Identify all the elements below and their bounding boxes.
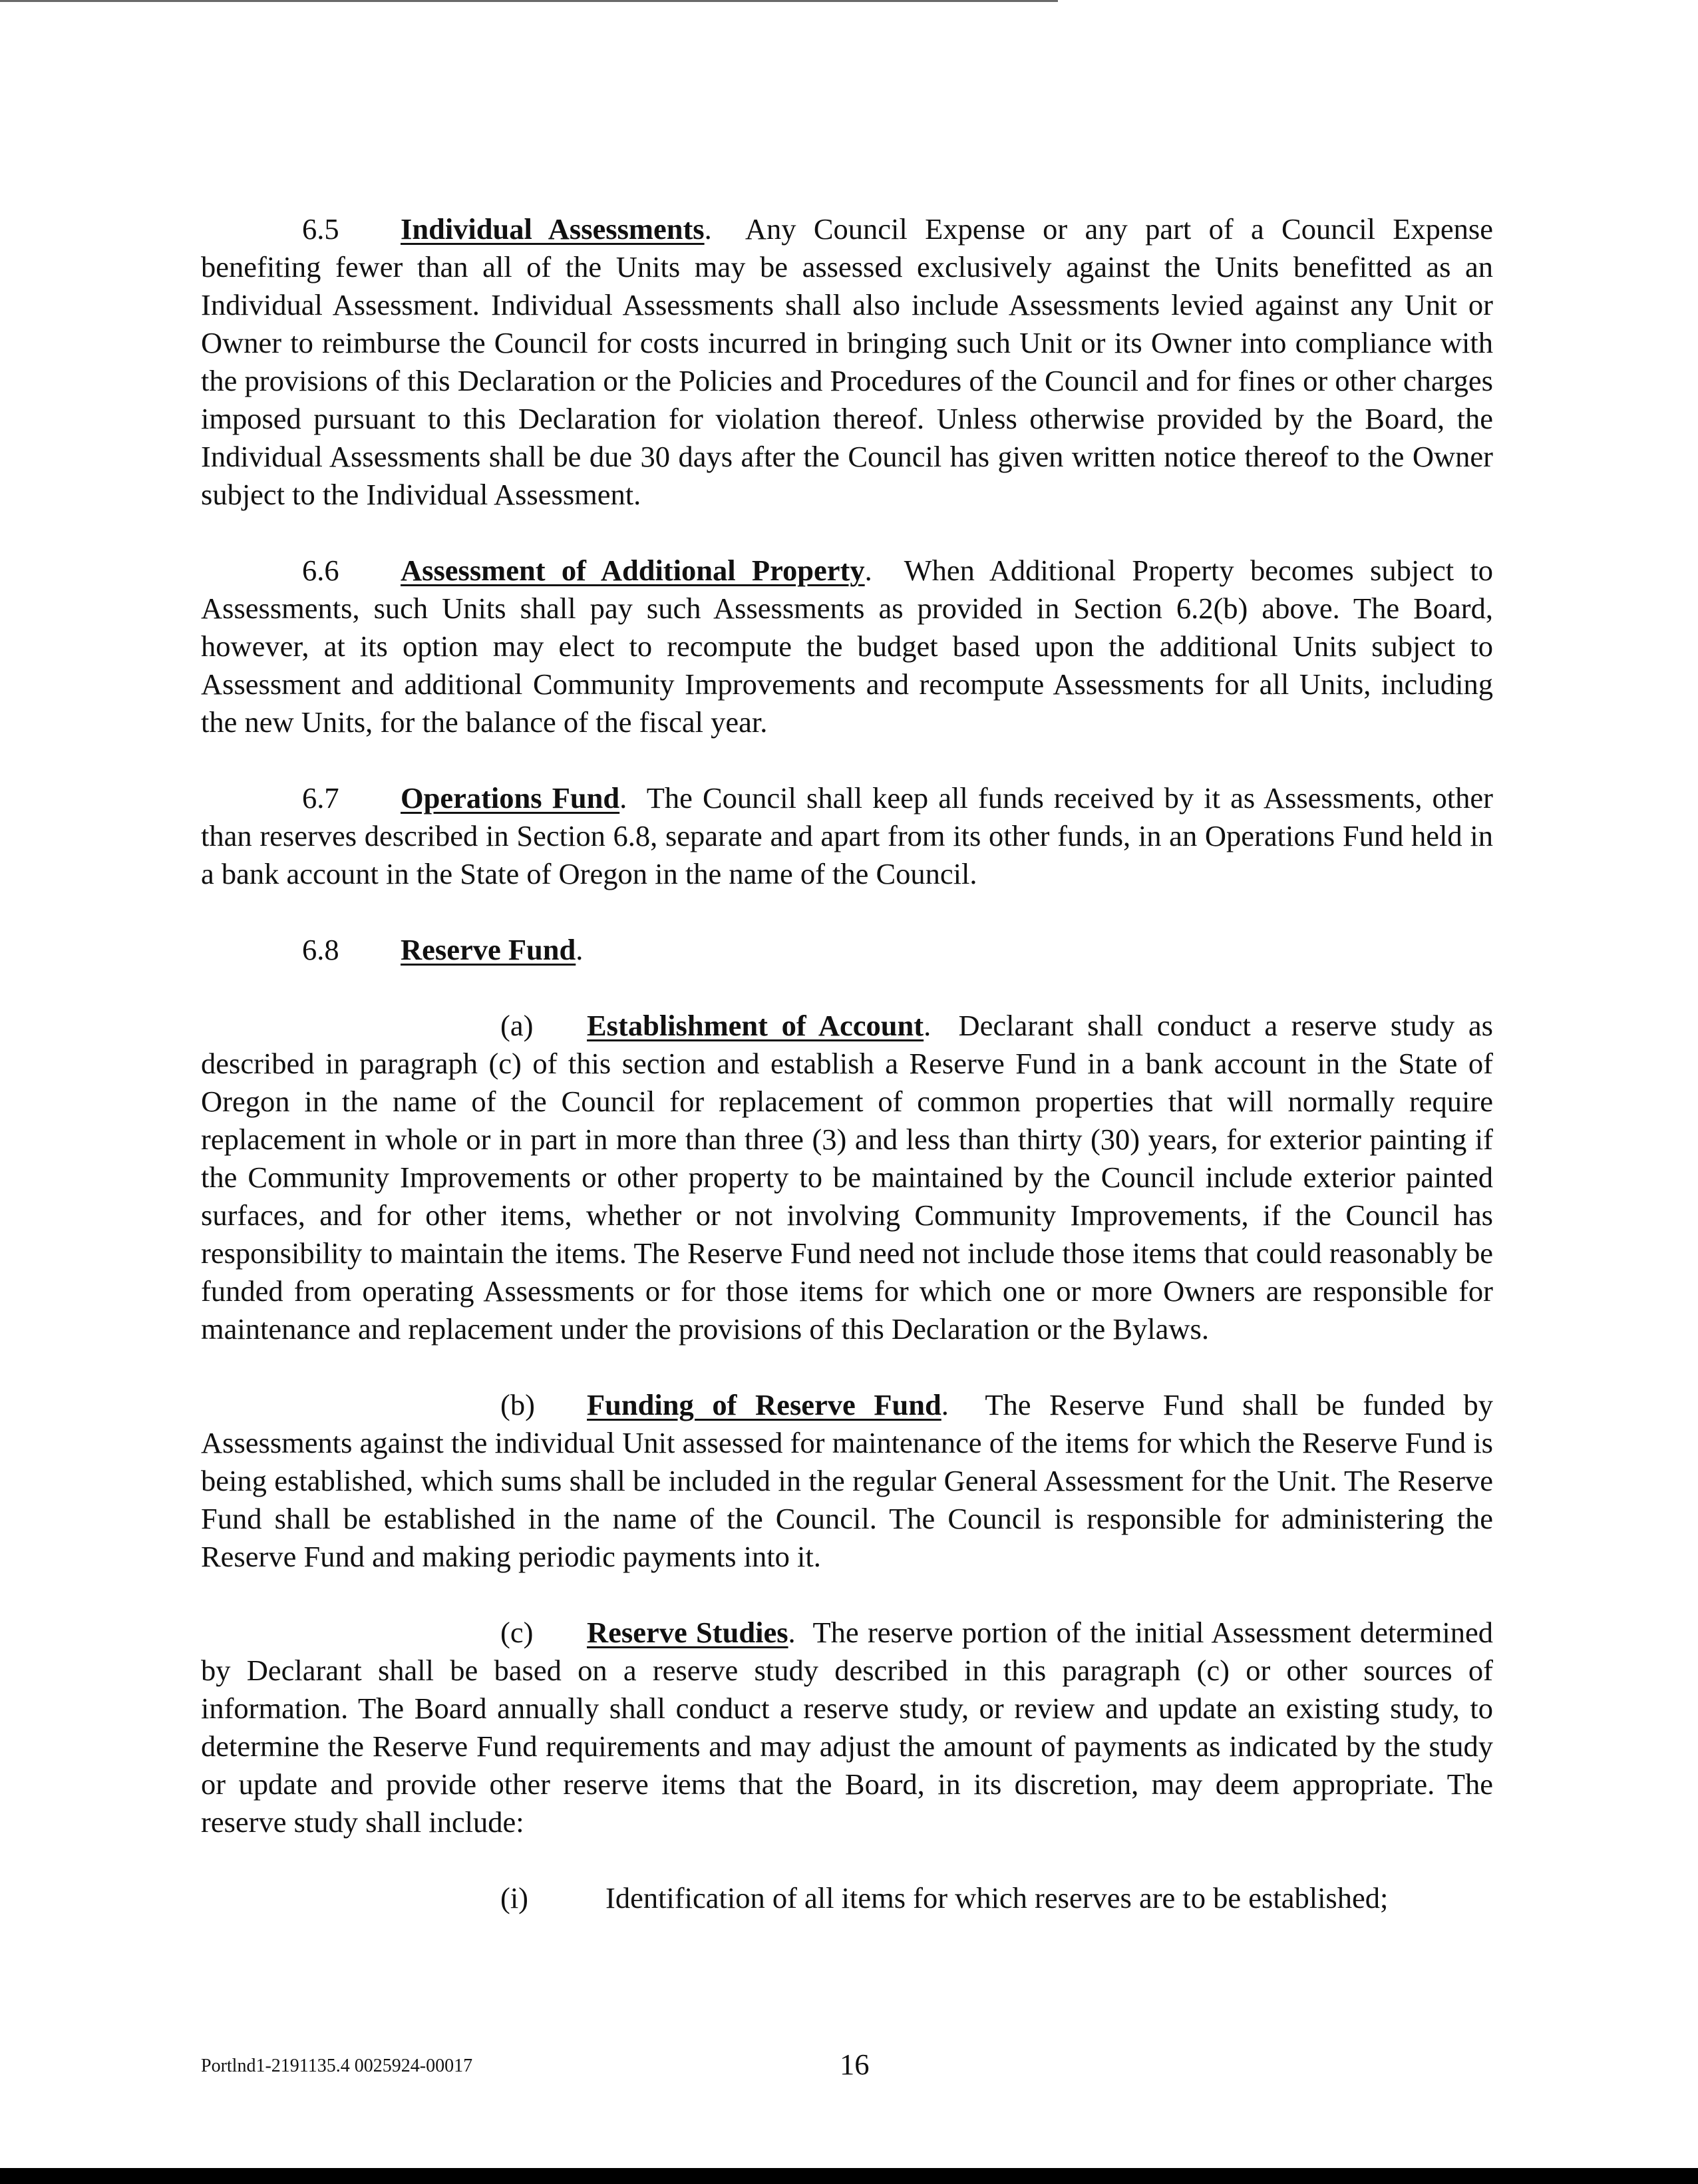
- section-body: Any Council Expense or any part of a Council Expense benefiting fewer than all of the Units may be assessed exclusively against the Units benefitted as an Individual Assessment. Individual Assessments shall also include Assessments levied against any Unit or Owner to reimburse the Council for costs incurred in bringing such Unit or its Owner into compliance with the provisions of this Declaration or the Policies and Procedures of the Council and for fines or other charges imposed pursuant to this Declaration for violation thereof. Unless otherwise provided by the Board, the Individual Assessments shall be due 30 days after the Council has given written notice thereof to the Owner subject to the Individual Assessment.: [201, 212, 1493, 511]
- bottom-scan-band: [0, 2168, 1698, 2184]
- section-number: 6.7: [302, 781, 339, 815]
- section-6-7: 6.7 Operations Fund. The Council shall keep all funds received by it as Assessments, other than reserves described in Section 6.8, separate and apart from its other funds, in an Operations Fund held in a bank account in the State of Oregon in the name of the Council.: [201, 779, 1493, 893]
- section-body: When Additional Property becomes subject to Assessments, such Units shall pay such Assessments as provided in Section 6.2(b) above. The Board, however, at its option may elect to recompute the budget based upon the additional Units subject to Assessment and additional Community Improvements and recompute Assessments for all Units, including the new Units, for the balance of the fiscal year.: [201, 554, 1493, 739]
- subsection-a: (a) Establishment of Account. Declarant shall conduct a reserve study as described in paragraph (c) of this section and establish a Reserve Fund in a bank account in the State of Oregon in the name of the Council for replacement of common properties that will normally require replacement in whole or in part in more than three (3) and less than thirty (30) years, for exterior painting if the Community Improvements or other property to be maintained by the Council include exterior painted surfaces, and for other items, whether or not involving Community Improvements, if the Council has responsibility to maintain the items. The Reserve Fund need not include those items that could reasonably be funded from operating Assessments or for those items for which one or more Owners are responsible for maintenance and replacement under the provisions of this Declaration or the Bylaws.: [201, 1007, 1493, 1348]
- section-body: The Council shall keep all funds received by it as Assessments, other than reserves described in Section 6.8, separate and apart from its other funds, in an Operations Fund held in a bank account in the State of Oregon in the name of the Council.: [201, 781, 1493, 890]
- item-label: (i): [500, 1881, 529, 1914]
- subsection-heading: Establishment of Account: [587, 1009, 924, 1042]
- top-scan-rule: [0, 0, 1058, 2]
- section-heading: Assessment of Additional Property: [401, 554, 865, 587]
- section-number: 6.6: [302, 554, 339, 587]
- subsection-label: (c): [500, 1616, 534, 1649]
- list-item: [500, 1879, 1493, 1917]
- section-heading: Individual Assessments: [401, 212, 705, 246]
- section-6-6: 6.6 Assessment of Additional Property. When Additional Property becomes subject to Assessments, such Units shall pay such Assessments as provided in Section 6.2(b) above. The Board, however, at its option may elect to recompute the budget based upon the additional Units subject to Assessment and additional Community Improvements and recompute Assessments for all Units, including the new Units, for the balance of the fiscal year.: [201, 552, 1493, 741]
- subsection-label: (a): [500, 1009, 534, 1042]
- page-number: 16: [840, 2048, 870, 2081]
- subsection-label: (b): [500, 1388, 535, 1421]
- subsection-body: Declarant shall conduct a reserve study as described in paragraph (c) of this section and establish a Reserve Fund in a bank account in the State of Oregon in the name of the Council for replacement of common properties that will normally require replacement in whole or in part in more than three (3) and less than thirty (30) years, for exterior painting if the Community Improvements or other property to be maintained by the Council include exterior painted surfaces, and for other items, whether or not involving Community Improvements, if the Council has responsibility to maintain the items. The Reserve Fund need not include those items that could reasonably be funded from operating Assessments or for those items for which one or more Owners are responsible for maintenance and replacement under the provisions of this Declaration or the Bylaws.: [201, 1009, 1493, 1346]
- page-footer: [201, 2046, 1493, 2086]
- section-6-8-title: 6.8 Reserve Fund.: [302, 931, 1493, 969]
- document-page: [201, 210, 1493, 1917]
- subsection-body: The Reserve Fund shall be funded by Assessments against the individual Unit assessed for maintenance of the items for which the Reserve Fund is being established, which sums shall be included in the regular General Assessment for the Unit. The Reserve Fund shall be established in the name of the Council. The Council is responsible for administering the Reserve Fund and making periodic payments into it.: [201, 1388, 1494, 1573]
- subsection-b: (b) Funding of Reserve Fund. The Reserve Fund shall be funded by Assessments against the individual Unit assessed for maintenance of the items for which the Reserve Fund is being established, which sums shall be included in the regular General Assessment for the Unit. The Reserve Fund shall be established in the name of the Council. The Council is responsible for administering the Reserve Fund and making periodic payments into it.: [201, 1386, 1493, 1576]
- section-heading: Operations Fund: [401, 781, 620, 815]
- subsection-body: The reserve portion of the initial Assessment determined by Declarant shall be based on a reserve study described in this paragraph (c) or other sources of information. The Board annually shall conduct a reserve study, or review and update an existing study, to determine the Reserve Fund requirements and may adjust the amount of payments as indicated by the study or update and provide other reserve items that the Board, in its discretion, may deem appropriate. The reserve study shall include:: [201, 1616, 1493, 1839]
- subsection-heading: Reserve Studies: [587, 1616, 788, 1649]
- section-number: 6.5: [302, 212, 339, 246]
- document-reference: Portlnd1-2191135.4 0025924-00017: [201, 2056, 473, 2076]
- subsection-heading: Funding of Reserve Fund: [587, 1388, 941, 1421]
- section-6-5: 6.5 Individual Assessments. Any Council Expense or any part of a Council Expense benefiting fewer than all of the Units may be assessed exclusively against the Units benefitted as an Individual Assessment. Individual Assessments shall also include Assessments levied against any Unit or Owner to reimburse the Council for costs incurred in bringing such Unit or its Owner into compliance with the provisions of this Declaration or the Policies and Procedures of the Council and for fines or other charges imposed pursuant to this Declaration for violation thereof. Unless otherwise provided by the Board, the Individual Assessments shall be due 30 days after the Council has given written notice thereof to the Owner subject to the Individual Assessment.: [201, 210, 1493, 514]
- subsection-c: (c) Reserve Studies. The reserve portion of the initial Assessment determined by Declarant shall be based on a reserve study described in this paragraph (c) or other sources of information. The Board annually shall conduct a reserve study, or review and update an existing study, to determine the Reserve Fund requirements and may adjust the amount of payments as indicated by the study or update and provide other reserve items that the Board, in its discretion, may deem appropriate. The reserve study shall include:: [201, 1614, 1493, 1841]
- section-number: 6.8: [302, 933, 339, 966]
- section-heading: Reserve Fund: [401, 933, 576, 966]
- item-text: Identification of all items for which reserves are to be established;: [605, 1881, 1389, 1914]
